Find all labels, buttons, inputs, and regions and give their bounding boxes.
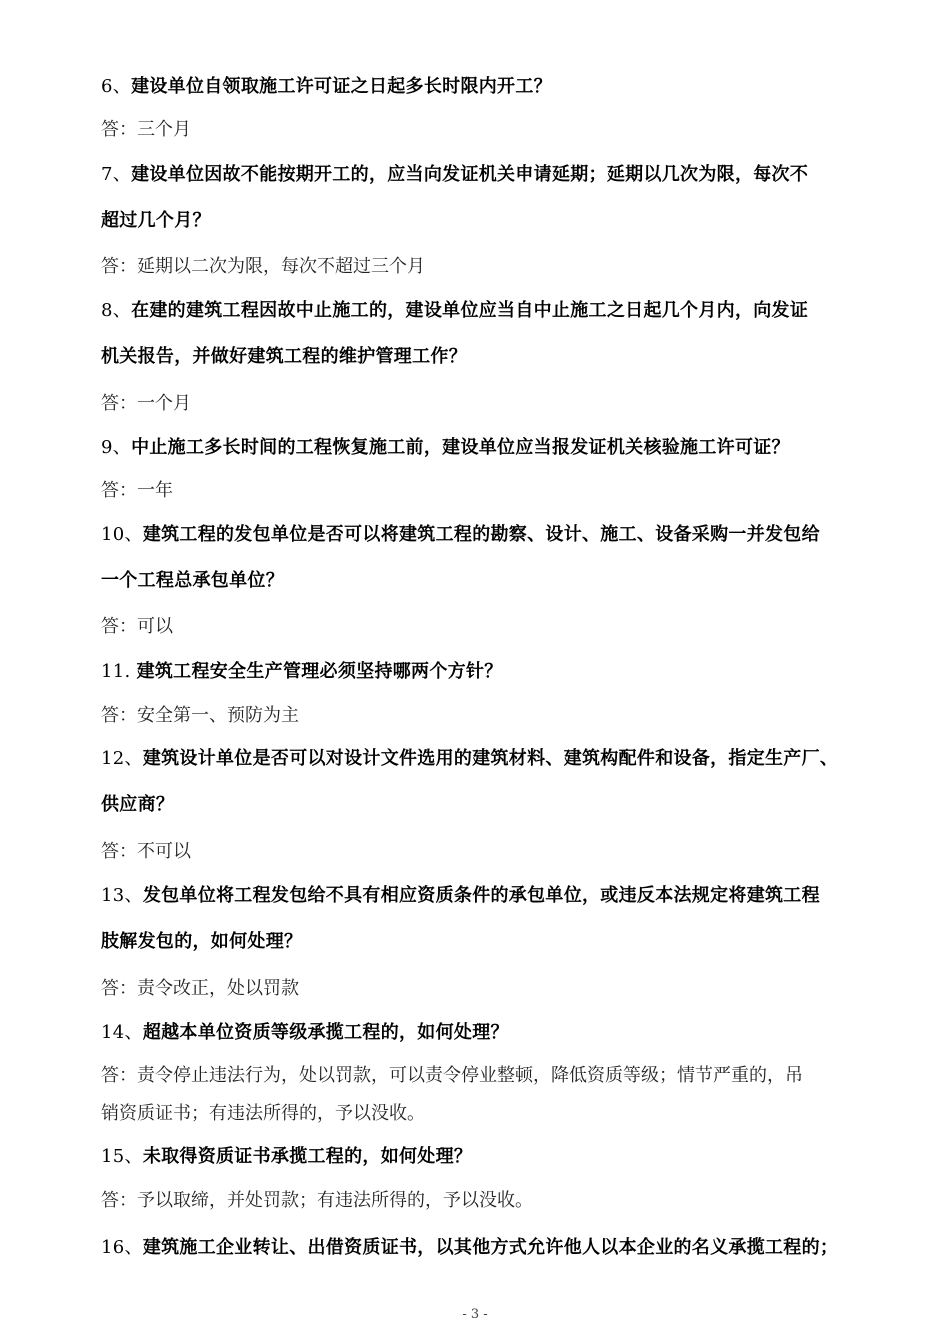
question-text: 供应商？ [101, 794, 175, 815]
question-text: 超过几个月？ [101, 210, 211, 231]
question-text: 中止施工多长时间的工程恢复施工前，建设单位应当报发证机关核验施工许可证？ [131, 437, 790, 458]
question-line [101, 793, 174, 817]
answer-line: 答：不可以 [101, 841, 191, 862]
question-text: 肢解发包的，如何处理？ [101, 931, 303, 952]
question-text: 建筑施工企业转让、出借资质证书，以其他方式允许他人以本企业的名义承揽工程的； [142, 1237, 839, 1258]
answer-line: 销资质证书；有违法所得的，予以没收。 [101, 1103, 425, 1124]
question-number: 15、 [101, 1146, 143, 1167]
question-line [101, 75, 552, 99]
page-number: - 3 - [462, 1307, 488, 1322]
question-number: 7、 [101, 164, 132, 185]
question-text: 未取得资质证书承揽工程的，如何处理？ [142, 1146, 473, 1167]
question-text: 在建的建筑工程因故中止施工的，建设单位应当自中止施工之日起几个月内，向发证 [131, 300, 809, 321]
answer-line: 答：一年 [101, 480, 173, 501]
question-text: 超越本单位资质等级承揽工程的，如何处理？ [142, 1022, 509, 1043]
question-line [101, 209, 211, 233]
question-text: 一个工程总承包单位？ [101, 570, 284, 591]
question-number: 8、 [101, 300, 132, 321]
answer-line: 答：三个月 [101, 119, 191, 140]
question-number: 10、 [101, 524, 143, 545]
answer-line: 答：责令停止违法行为，处以罚款，可以责令停业整顿，降低资质等级；情节严重的，吊 [101, 1065, 803, 1086]
question-line [101, 569, 284, 593]
question-line [101, 1145, 472, 1169]
question-text: 建设单位因故不能按期开工的，应当向发证机关申请延期；延期以几次为限，每次不 [131, 164, 809, 185]
question-line [101, 436, 790, 460]
question-line [101, 660, 503, 684]
question-text: 发包单位将工程发包给不具有相应资质条件的承包单位，或违反本法规定将建筑工程 [142, 885, 820, 906]
question-number: 9、 [101, 437, 132, 458]
question-line [101, 747, 838, 771]
answer-line: 答：可以 [101, 616, 173, 637]
question-number: 13、 [101, 885, 143, 906]
question-text: 建筑设计单位是否可以对设计文件选用的建筑材料、建筑构配件和设备，指定生产厂、 [142, 748, 839, 769]
question-line [101, 299, 808, 323]
question-number: 12、 [101, 748, 143, 769]
question-number: 14、 [101, 1022, 143, 1043]
question-text: 建筑工程安全生产管理必须坚持哪两个方针？ [136, 661, 503, 682]
answer-line: 答：延期以二次为限，每次不超过三个月 [101, 256, 425, 277]
answer-line: 答：一个月 [101, 393, 191, 414]
question-line [101, 163, 808, 187]
question-line [101, 1236, 838, 1260]
question-number: 16、 [101, 1237, 143, 1258]
question-text: 建筑工程的发包单位是否可以将建筑工程的勘察、设计、施工、设备采购一并发包给 [142, 524, 820, 545]
question-line [101, 884, 820, 908]
question-text: 机关报告，并做好建筑工程的维护管理工作？ [101, 346, 467, 367]
answer-line: 答：安全第一、预防为主 [101, 705, 299, 726]
question-line [101, 930, 302, 954]
question-number: 11. [101, 661, 137, 682]
question-line [101, 523, 820, 547]
question-text: 建设单位自领取施工许可证之日起多长时限内开工？ [131, 76, 552, 97]
question-line [101, 1021, 509, 1045]
question-line [101, 345, 467, 369]
answer-line: 答：予以取缔，并处罚款；有违法所得的，予以没收。 [101, 1190, 533, 1211]
question-number: 6、 [101, 76, 132, 97]
answer-line: 答：责令改正，处以罚款 [101, 978, 299, 999]
